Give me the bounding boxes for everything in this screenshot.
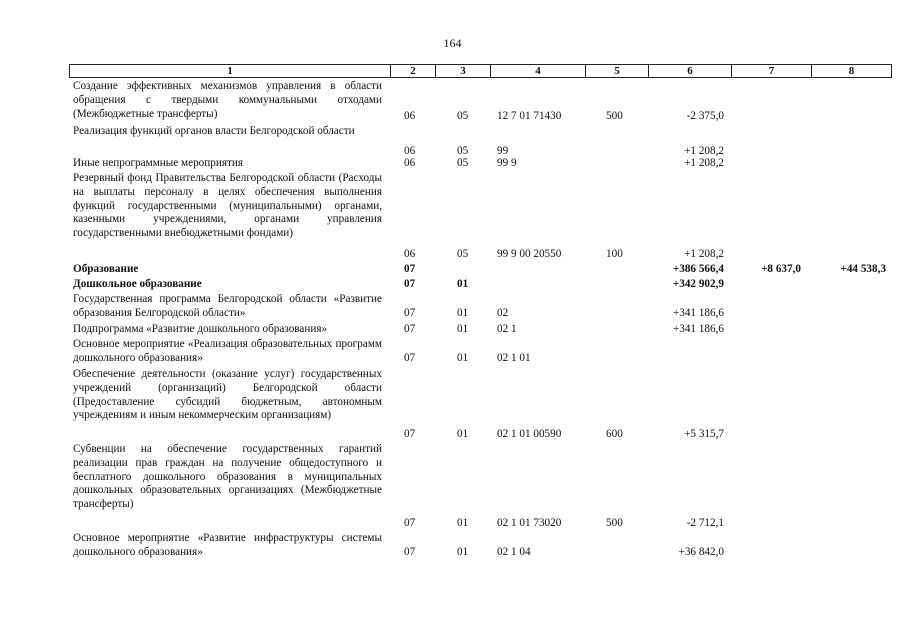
row-amount-6: +386 566,4 bbox=[672, 263, 724, 275]
row-description: Реализация функций органов власти Белгородской области bbox=[73, 125, 355, 137]
row-expense-type: 100 bbox=[606, 248, 623, 260]
row-subsection: 01 bbox=[457, 352, 469, 364]
row-section: 07 bbox=[404, 263, 416, 275]
row-target-code: 02 1 01 bbox=[497, 352, 531, 364]
row-target-code: 99 9 bbox=[497, 157, 517, 169]
column-header-3: 3 bbox=[435, 64, 490, 78]
row-section: 06 bbox=[404, 248, 416, 260]
row-amount-6: +5 315,7 bbox=[684, 428, 724, 440]
row-amount-6: +36 842,0 bbox=[678, 546, 724, 558]
row-amount-6: +341 186,6 bbox=[672, 307, 724, 319]
row-description: Создание эффективных механизмов управления в области обращения с твердыми коммунальными отходами (Межбюджетные трансферты) bbox=[73, 80, 382, 120]
row-description: Государственная программа Белгородской области «Развитие образования Белгородской области» bbox=[73, 293, 382, 319]
row-section: 06 bbox=[404, 145, 416, 157]
column-header-8: 8 bbox=[811, 64, 892, 78]
row-description: Дошкольное образование bbox=[73, 278, 202, 290]
row-subsection: 05 bbox=[457, 145, 469, 157]
row-section: 07 bbox=[404, 352, 416, 364]
row-description: Основное мероприятие «Реализация образовательных программ дошкольного образования» bbox=[73, 338, 382, 364]
row-amount-6: +341 186,6 bbox=[672, 323, 724, 335]
row-section: 07 bbox=[404, 307, 416, 319]
row-expense-type: 600 bbox=[606, 428, 623, 440]
row-section: 07 bbox=[404, 428, 416, 440]
row-subsection: 01 bbox=[457, 546, 469, 558]
row-subsection: 05 bbox=[457, 157, 469, 169]
row-target-code: 02 1 01 73020 bbox=[497, 517, 562, 529]
row-subsection: 05 bbox=[457, 110, 469, 122]
row-expense-type: 500 bbox=[606, 110, 623, 122]
row-description: Основное мероприятие «Развитие инфраструктуры системы дошкольного образования» bbox=[73, 532, 382, 558]
row-section: 07 bbox=[404, 278, 416, 290]
row-target-code: 02 bbox=[497, 307, 509, 319]
row-amount-6: +1 208,2 bbox=[684, 157, 724, 169]
column-header-7: 7 bbox=[731, 64, 811, 78]
row-amount-6: +1 208,2 bbox=[684, 248, 724, 260]
row-subsection: 01 bbox=[457, 323, 469, 335]
row-target-code: 02 1 04 bbox=[497, 546, 531, 558]
row-description: Субвенции на обеспечение государственных гарантий реализации прав граждан на получение общедоступного и бесплатного дошкольного образования в муниципальных дошкольных образовательных организациях (Межбюджетные трансферты) bbox=[73, 443, 382, 511]
page-number: 164 bbox=[443, 36, 462, 50]
row-description: Образование bbox=[73, 263, 139, 275]
column-header-2: 2 bbox=[390, 64, 435, 78]
row-target-code: 99 bbox=[497, 145, 509, 157]
row-amount-8: +44 538,3 bbox=[840, 263, 886, 275]
row-subsection: 01 bbox=[457, 307, 469, 319]
row-section: 06 bbox=[404, 110, 416, 122]
row-description: Резервный фонд Правительства Белгородской области (Расходы на выплаты персоналу в целях обеспечения выполнения функций государственными (муниципальными) органами, казенными учреждениями, органами управления государственными внебюджетными фондами) bbox=[73, 172, 382, 240]
row-section: 06 bbox=[404, 157, 416, 169]
row-amount-6: +342 902,9 bbox=[672, 278, 724, 290]
row-target-code: 02 1 bbox=[497, 323, 517, 335]
row-section: 07 bbox=[404, 546, 416, 558]
row-section: 07 bbox=[404, 517, 416, 529]
row-amount-6: -2 712,1 bbox=[686, 517, 724, 529]
row-description: Обеспечение деятельности (оказание услуг) государственных учреждений (организаций) Белгородской области (Предоставление субсидий бюджетным, автономным учреждениям и иным некоммерческим организациям) bbox=[73, 368, 382, 422]
column-header-6: 6 bbox=[648, 64, 731, 78]
row-subsection: 05 bbox=[457, 248, 469, 260]
row-subsection: 01 bbox=[457, 428, 469, 440]
row-subsection: 01 bbox=[457, 278, 469, 290]
column-header-4: 4 bbox=[490, 64, 585, 78]
row-amount-6: +1 208,2 bbox=[684, 145, 724, 157]
column-header-5: 5 bbox=[585, 64, 648, 78]
row-section: 07 bbox=[404, 323, 416, 335]
row-target-code: 02 1 01 00590 bbox=[497, 428, 562, 440]
row-description: Иные непрограммные мероприятия bbox=[73, 157, 244, 169]
column-header-1: 1 bbox=[69, 64, 390, 78]
row-description: Подпрограмма «Развитие дошкольного образования» bbox=[73, 323, 328, 335]
row-amount-7: +8 637,0 bbox=[761, 263, 801, 275]
row-target-code: 99 9 00 20550 bbox=[497, 248, 562, 260]
row-subsection: 01 bbox=[457, 517, 469, 529]
row-amount-6: -2 375,0 bbox=[686, 110, 724, 122]
row-target-code: 12 7 01 71430 bbox=[497, 110, 562, 122]
row-expense-type: 500 bbox=[606, 517, 623, 529]
